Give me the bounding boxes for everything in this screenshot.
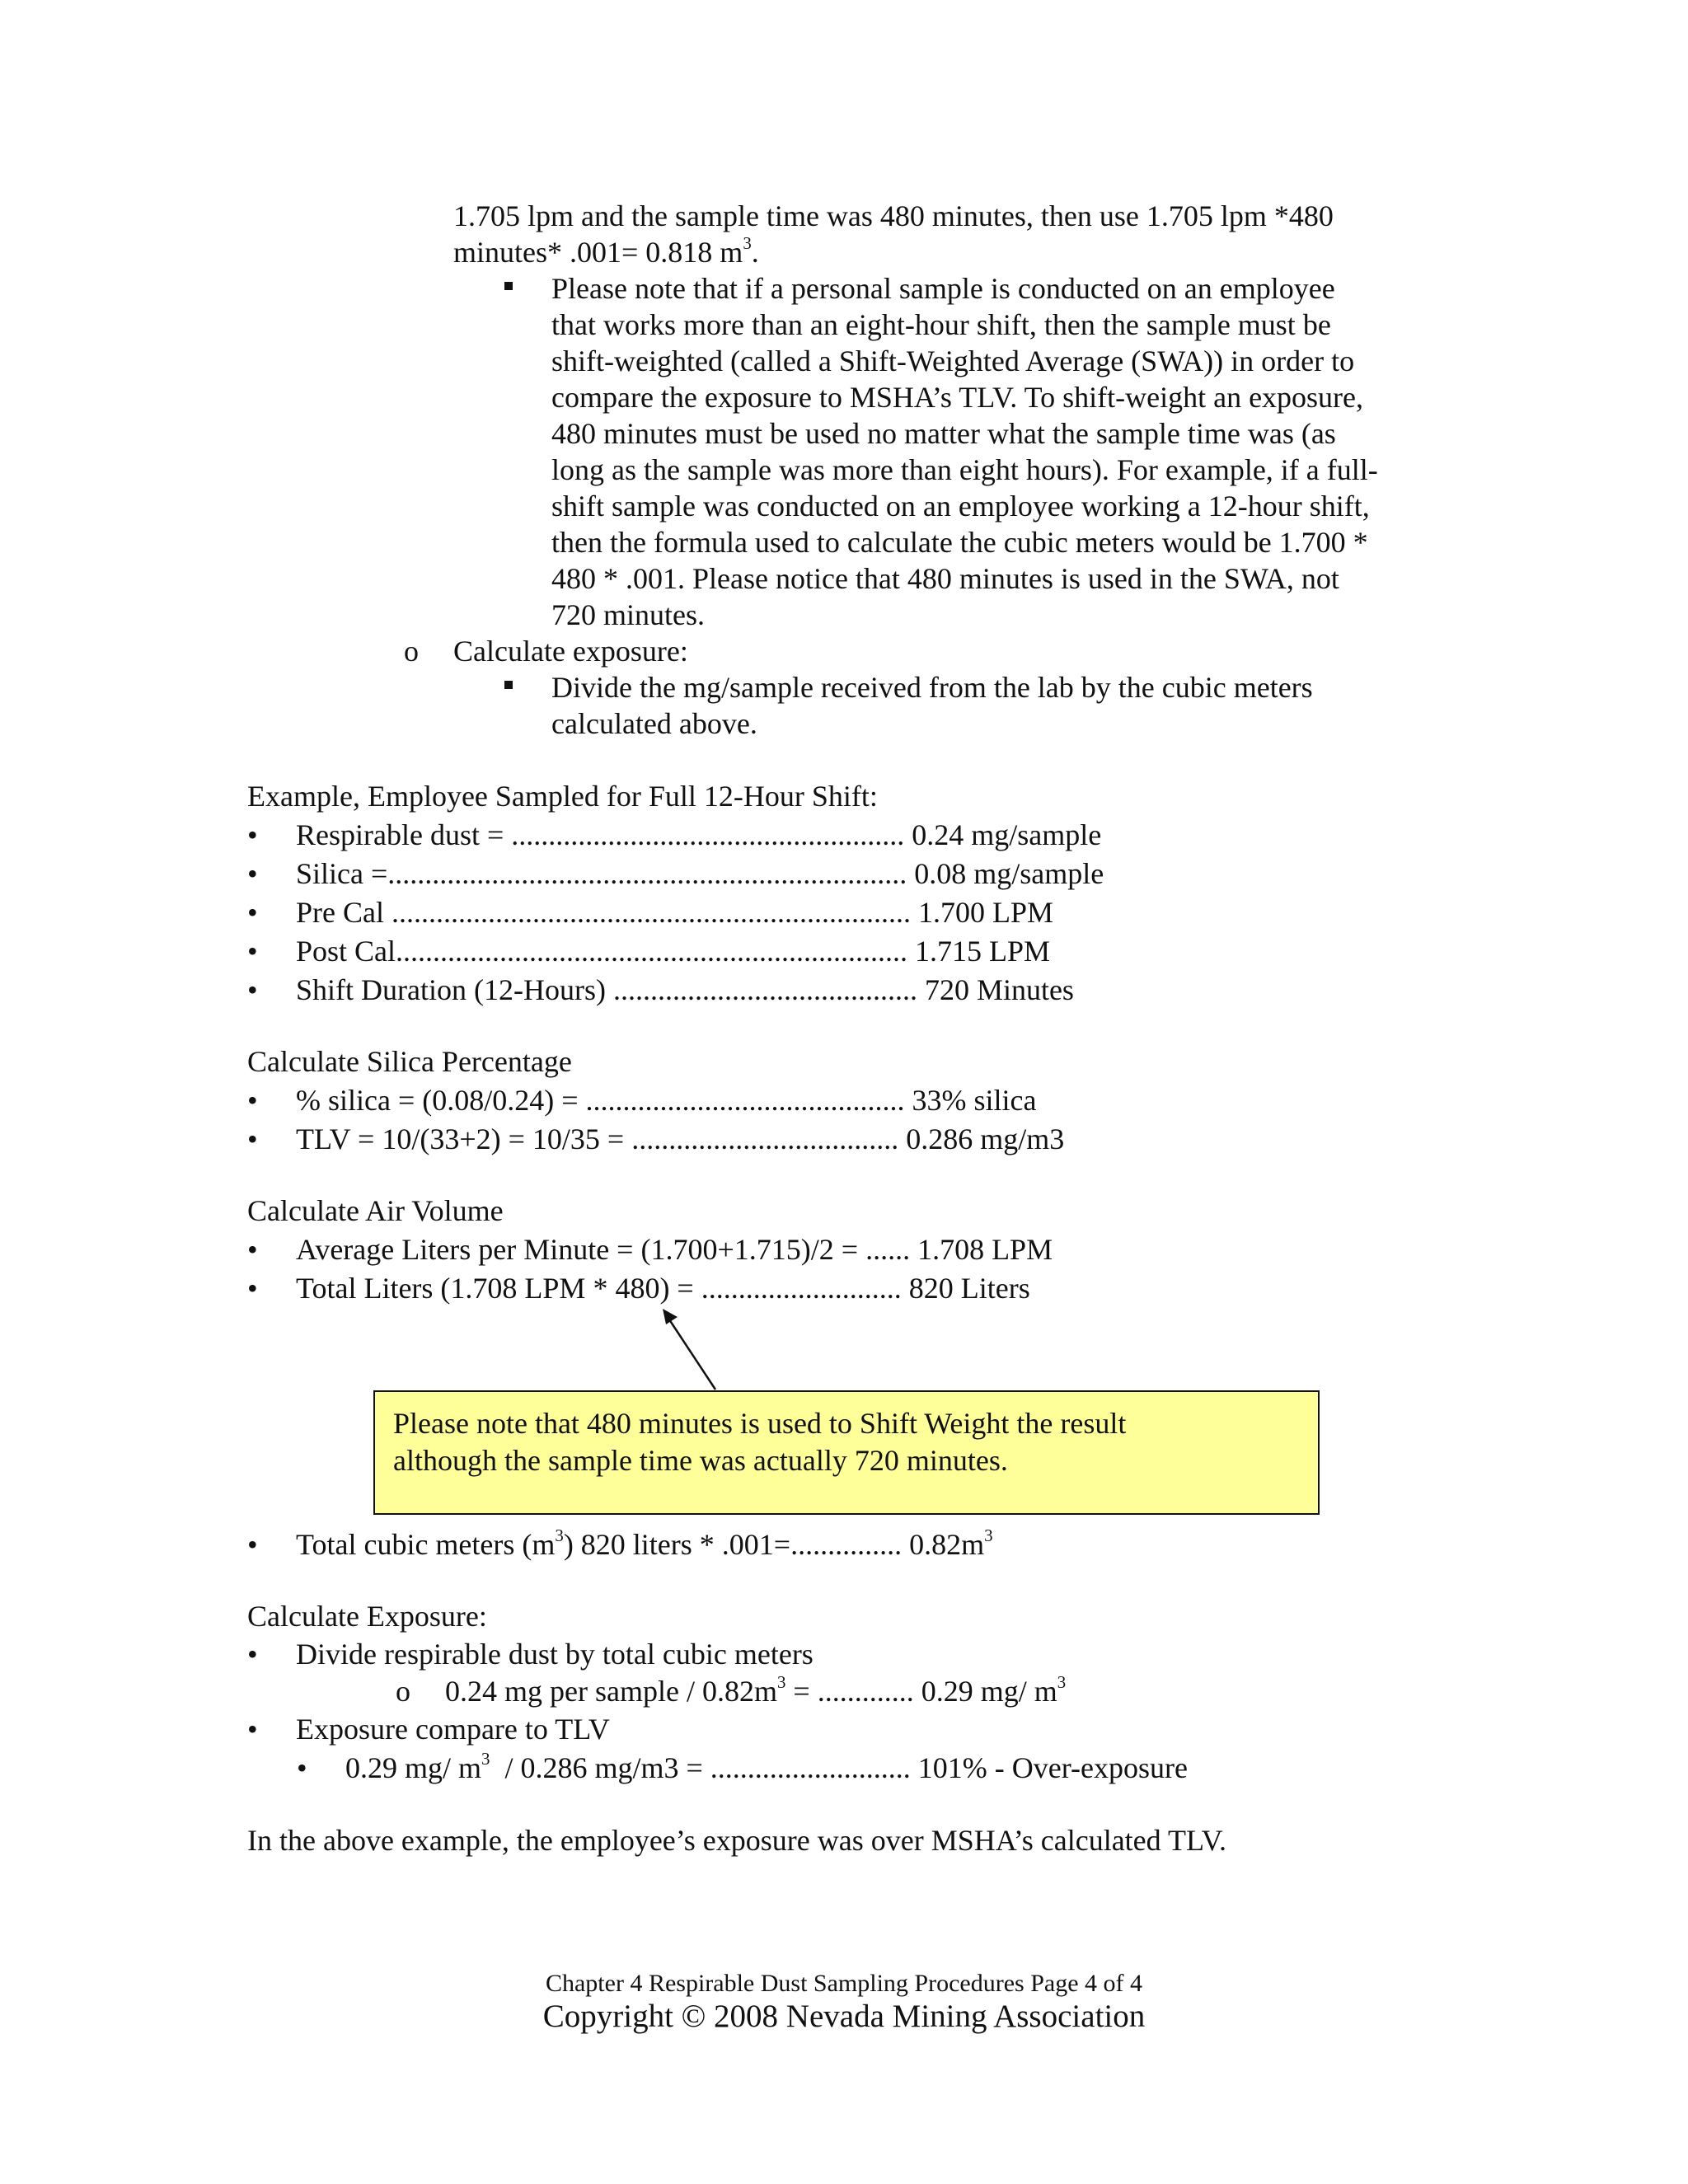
bullet: • [247,1528,258,1561]
example-item: Post Cal..................................................................... 1.715 LPM [296,935,1051,968]
circle-bullet: o [396,1675,410,1708]
bullet: • [247,896,258,929]
exposure-subitem: 0.24 mg per sample / $0.82m^3$ = ............. 0.29 mg/ $m^3$ [445,1671,1067,1708]
bullet: • [247,1713,258,1746]
bullet: • [247,935,258,968]
exposure-subitem: 0.29 mg/ $m^3 / 0.286$ mg/m3 = ........................... 101% - Over-exposure [345,1748,1188,1784]
square-bullet [504,681,513,689]
footer-chapter: Chapter 4 Respirable Dust Sampling Procedures Page 4 of 4 [545,1970,1143,1997]
callout-line-2: although the sample time was actually 720 minutes. [393,1444,1008,1477]
calc-exposure-line: calculated above. [551,707,757,740]
callout-line-1: Please note that 480 minutes is used to Shift Weight the result [393,1407,1127,1440]
exposure-item: Divide respirable dust by total cubic meters [296,1638,814,1671]
footer-copyright: Copyright © 2008 Nevada Mining Association [542,1999,1146,2034]
note-line: long as the sample was more than eight hours). For example, if a full- [551,453,1378,486]
circle-bullet: o [404,635,419,668]
note-line: 480 minutes must be used no matter what the sample time was (as [551,417,1336,450]
note-line: Please note that if a personal sample is conducted on an employee [551,272,1335,305]
silica-heading: Calculate Silica Percentage [247,1045,572,1078]
note-line: then the formula used to calculate the cubic meters would be 1.700 * [551,526,1368,559]
square-bullet [504,282,513,290]
intro-line-1: 1.705 lpm and the sample time was 480 minutes, then use 1.705 lpm *480 [453,199,1334,232]
bullet: • [247,1638,258,1671]
exposure-heading: Calculate Exposure: [247,1600,487,1633]
bullet: • [247,1122,258,1155]
note-line: 480 * .001. Please notice that 480 minutes is used in the SWA, not [551,562,1339,595]
arrow-head [663,1309,678,1324]
arrow-line [668,1317,715,1390]
conclusion: In the above example, the employee’s exposure was over MSHA’s calculated TLV. [247,1824,1227,1857]
silica-item: % silica = (0.08/0.24) = ........................................... 33% silica [296,1084,1037,1117]
note-line: that works more than an eight-hour shift, then the sample must be [551,308,1331,341]
cubic-meters-item: Total cubic meters $(m^3)$ 820 liters * .001=............... $0.82m^3$ [296,1525,993,1561]
note-line: 720 minutes. [551,598,705,631]
example-item: Shift Duration (12-Hours) ......................................... 720 Minutes [296,973,1074,1006]
calc-exposure-label: Calculate exposure: [453,635,688,668]
example-heading: Example, Employee Sampled for Full 12-Hour Shift: [247,780,878,813]
air-item: Total Liters (1.708 LPM * 480) = ........................... 820 Liters [296,1272,1030,1305]
note-line: shift-weighted (called a Shift-Weighted Average (SWA)) in order to [551,344,1355,377]
example-item: Respirable dust = ..................................................... 0.24 mg/sample [296,818,1102,851]
bullet: • [247,818,258,851]
callout-box [373,1390,1320,1515]
exposure-item: Exposure compare to TLV [296,1713,610,1746]
note-line: shift sample was conducted on an employee working a 12-hour shift, [551,490,1370,523]
air-heading: Calculate Air Volume [247,1194,504,1227]
bullet: • [247,973,258,1006]
bullet: • [247,1084,258,1117]
bullet: • [297,1751,307,1784]
bullet: • [247,1233,258,1266]
air-item: Average Liters per Minute = (1.700+1.715)/2 = ...... 1.708 LPM [296,1233,1053,1266]
bullet: • [247,1272,258,1305]
intro-line-2: minutes* .001= 0.818 $m^3$. [453,232,759,269]
example-item: Silica =...................................................................... 0.08 mg/sample [296,857,1104,890]
calc-exposure-line: Divide the mg/sample received from the lab by the cubic meters [551,671,1313,704]
bullet: • [247,857,258,890]
silica-item: TLV = 10/(33+2) = 10/35 = .................................... 0.286 mg/m3 [296,1122,1065,1155]
example-item: Pre Cal ...................................................................... 1.700 LPM [296,896,1054,929]
note-line: compare the exposure to MSHA’s TLV. To shift-weight an exposure, [551,381,1364,414]
